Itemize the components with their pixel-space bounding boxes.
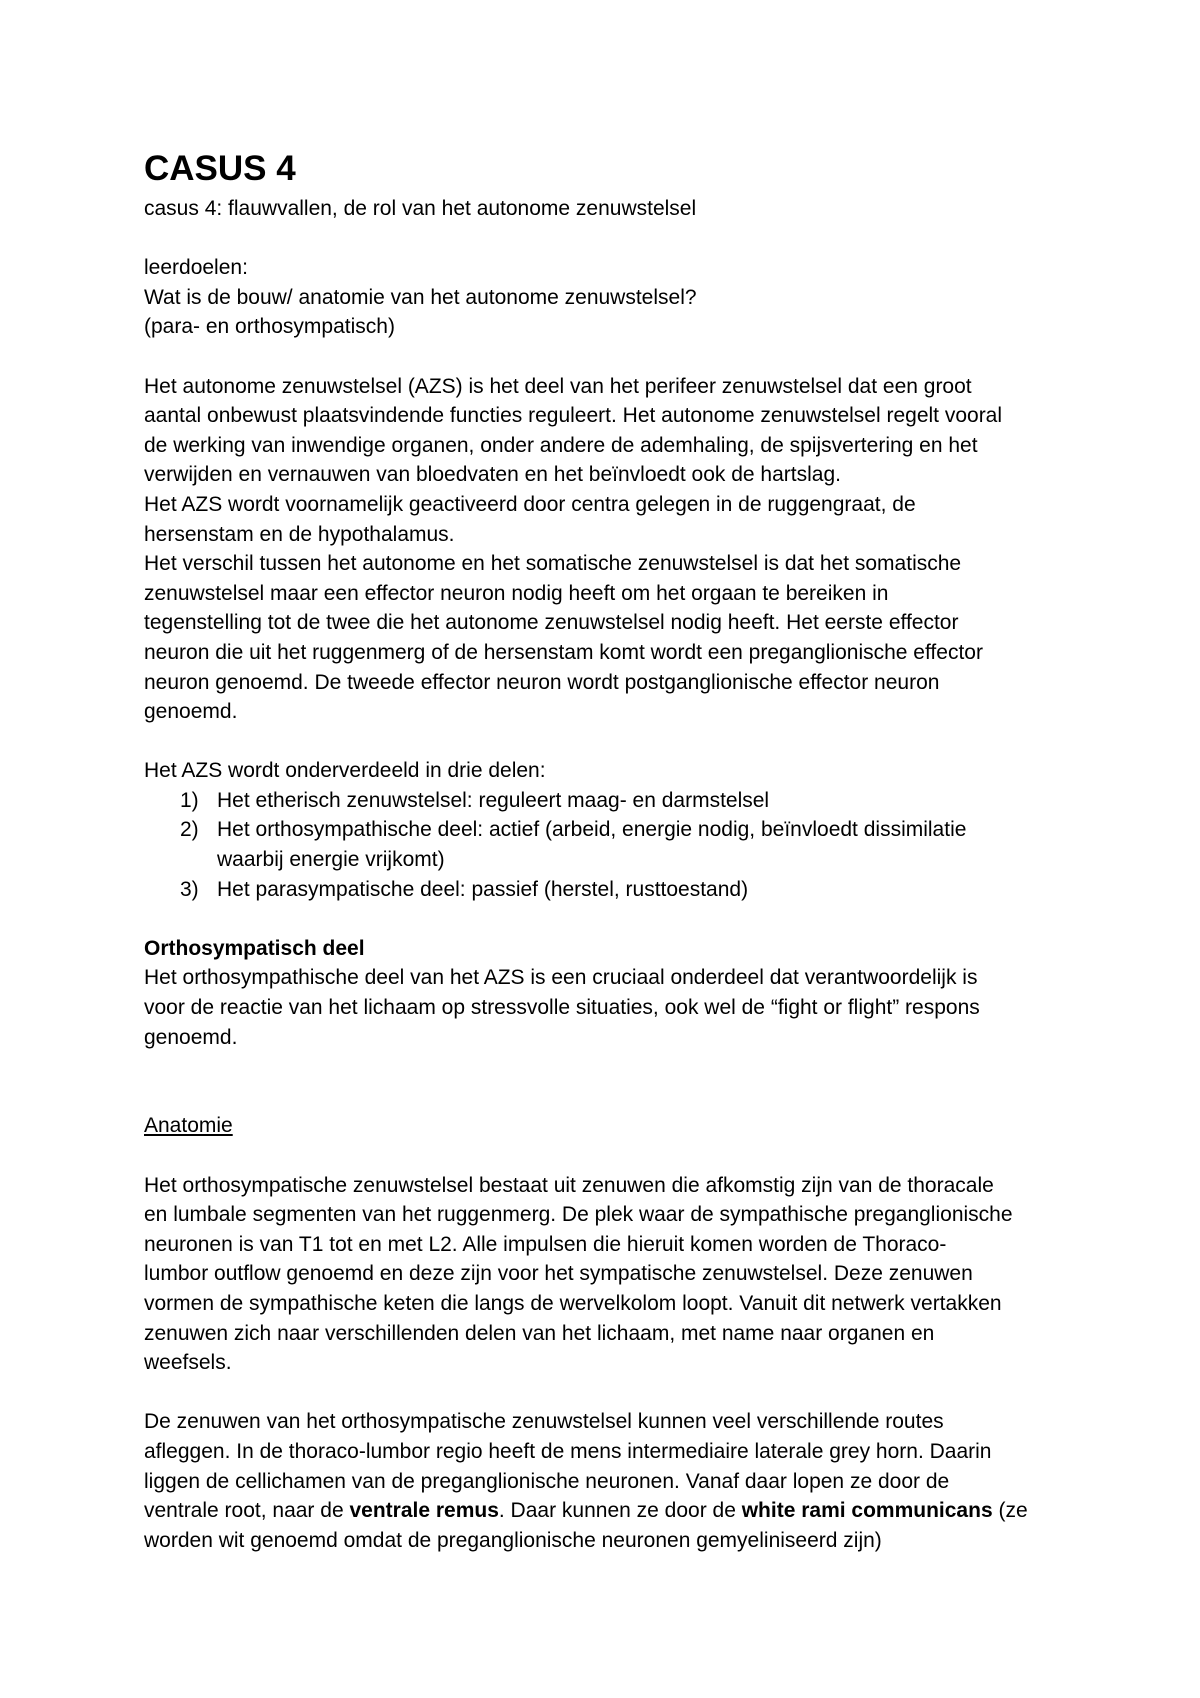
document-title: CASUS 4 (144, 149, 296, 188)
list-item-text: Het parasympatische deel: passief (herstel, rusttoestand) (217, 877, 749, 901)
section-heading-anatomie: Anatomie (144, 1114, 233, 1138)
divisions-intro: Het AZS wordt onderverdeeld in drie delen: (144, 759, 546, 783)
spacer (144, 904, 1084, 934)
list-number: 1) (180, 788, 199, 812)
term-white-rami-communicans: white rami communicans (741, 1499, 993, 1523)
list-item-text: waarbij energie vrijkomt) (217, 848, 445, 872)
anatomie-line: en lumbale segmenten van het ruggenmerg. De plek waar de sympathische preganglionische (144, 1203, 1013, 1227)
intro-line: tegenstelling tot de twee die het autonome zenuwstelsel nodig heeft. Het eerste effector (144, 611, 959, 635)
ortho-line: Het orthosympathische deel van het AZS is een cruciaal onderdeel dat verantwoordelijk is (144, 966, 978, 990)
spacer (144, 1052, 1084, 1082)
anatomie-line: lumbor outflow genoemd en deze zijn voor het sympatische zenuwstelsel. Deze zenuwen (144, 1262, 973, 1286)
anatomie-line: worden wit genoemd omdat de preganglionische neuronen gemyeliniseerd zijn) (144, 1528, 882, 1552)
text-run: (ze (992, 1499, 1028, 1523)
intro-line: de werking van inwendige organen, onder andere de ademhaling, de spijsvertering en het (144, 433, 978, 457)
intro-paragraph (144, 372, 1084, 727)
spacer (144, 1082, 1084, 1112)
learning-question-note: (para- en orthosympatisch) (144, 315, 395, 339)
intro-line: neuron die uit het ruggenmerg of de hersenstam komt wordt een preganglionische effector (144, 640, 983, 664)
intro-line: Het autonome zenuwstelsel (AZS) is het deel van het perifeer zenuwstelsel dat een groot (144, 374, 972, 398)
document-page (144, 146, 1084, 1555)
term-ventrale-remus: ventrale remus (349, 1499, 499, 1523)
divisions-list (144, 786, 1084, 904)
anatomie-paragraph-1 (144, 1171, 1084, 1378)
spacer (144, 224, 1084, 254)
intro-line: Het verschil tussen het autonome en het somatische zenuwstelsel is dat het somatische (144, 552, 962, 576)
anatomie-line: vormen de sympathische keten die langs de wervelkolom loopt. Vanuit dit netwerk vertakken (144, 1291, 1002, 1315)
list-item (144, 815, 1084, 874)
text-run: . Daar kunnen ze door de (498, 1499, 742, 1523)
learning-question: Wat is de bouw/ anatomie van het autonome zenuwstelsel? (144, 285, 697, 309)
intro-line: aantal onbewust plaatsvindende functies reguleert. Het autonome zenuwstelsel regelt vooral (144, 404, 1003, 428)
anatomie-line: zenuwen zich naar verschillenden delen van het lichaam, met name naar organen en (144, 1321, 935, 1345)
anatomie-line: Het orthosympatische zenuwstelsel bestaat uit zenuwen die afkomstig zijn van de thoracale (144, 1173, 994, 1197)
list-item-text: Het orthosympathische deel: actief (arbeid, energie nodig, beïnvloedt dissimilatie (217, 818, 967, 842)
ortho-paragraph (144, 963, 1084, 1052)
intro-line: hersenstam en de hypothalamus. (144, 522, 455, 546)
anatomie-paragraph-2 (144, 1407, 1084, 1555)
leerdoelen-label: leerdoelen: (144, 256, 248, 280)
document-subtitle: casus 4: flauwvallen, de rol van het autonome zenuwstelsel (144, 197, 697, 220)
text-run: ventrale root, naar de (144, 1499, 350, 1523)
intro-line: neuron genoemd. De tweede effector neuron wordt postganglionische effector neuron (144, 670, 940, 694)
anatomie-line (144, 1496, 1084, 1526)
list-number: 2) (180, 818, 199, 842)
ortho-line: voor de reactie van het lichaam op stressvolle situaties, ook wel de “fight or flight” respons (144, 996, 980, 1020)
spacer (144, 342, 1084, 372)
intro-line: Het AZS wordt voornamelijk geactiveerd door centra gelegen in de ruggengraat, de (144, 492, 916, 516)
anatomie-line: weefsels. (144, 1351, 232, 1375)
list-item (144, 786, 1084, 816)
list-item (144, 875, 1084, 905)
anatomie-line: De zenuwen van het orthosympatische zenuwstelsel kunnen veel verschillende routes (144, 1410, 944, 1434)
anatomie-line: liggen de cellichamen van de preganglionische neuronen. Vanaf daar lopen ze door de (144, 1469, 950, 1493)
list-number: 3) (180, 877, 199, 901)
anatomie-line: neuronen is van T1 tot en met L2. Alle impulsen die hieruit komen worden de Thoraco- (144, 1232, 947, 1256)
anatomie-line: afleggen. In de thoraco-lumbor regio heeft de mens intermediaire laterale grey horn. Daarin (144, 1439, 992, 1463)
intro-line: verwijden en vernauwen van bloedvaten en het beïnvloedt ook de hartslag. (144, 463, 841, 487)
spacer (144, 1378, 1084, 1408)
spacer (144, 727, 1084, 757)
ortho-line: genoemd. (144, 1025, 238, 1049)
intro-line: zenuwstelsel maar een effector neuron nodig heeft om het orgaan te bereiken in (144, 581, 889, 605)
intro-line: genoemd. (144, 700, 238, 724)
spacer (144, 1141, 1084, 1171)
list-item-text: Het etherisch zenuwstelsel: reguleert maag- en darmstelsel (217, 788, 770, 812)
section-heading-orthosympatisch: Orthosympatisch deel (144, 936, 365, 960)
